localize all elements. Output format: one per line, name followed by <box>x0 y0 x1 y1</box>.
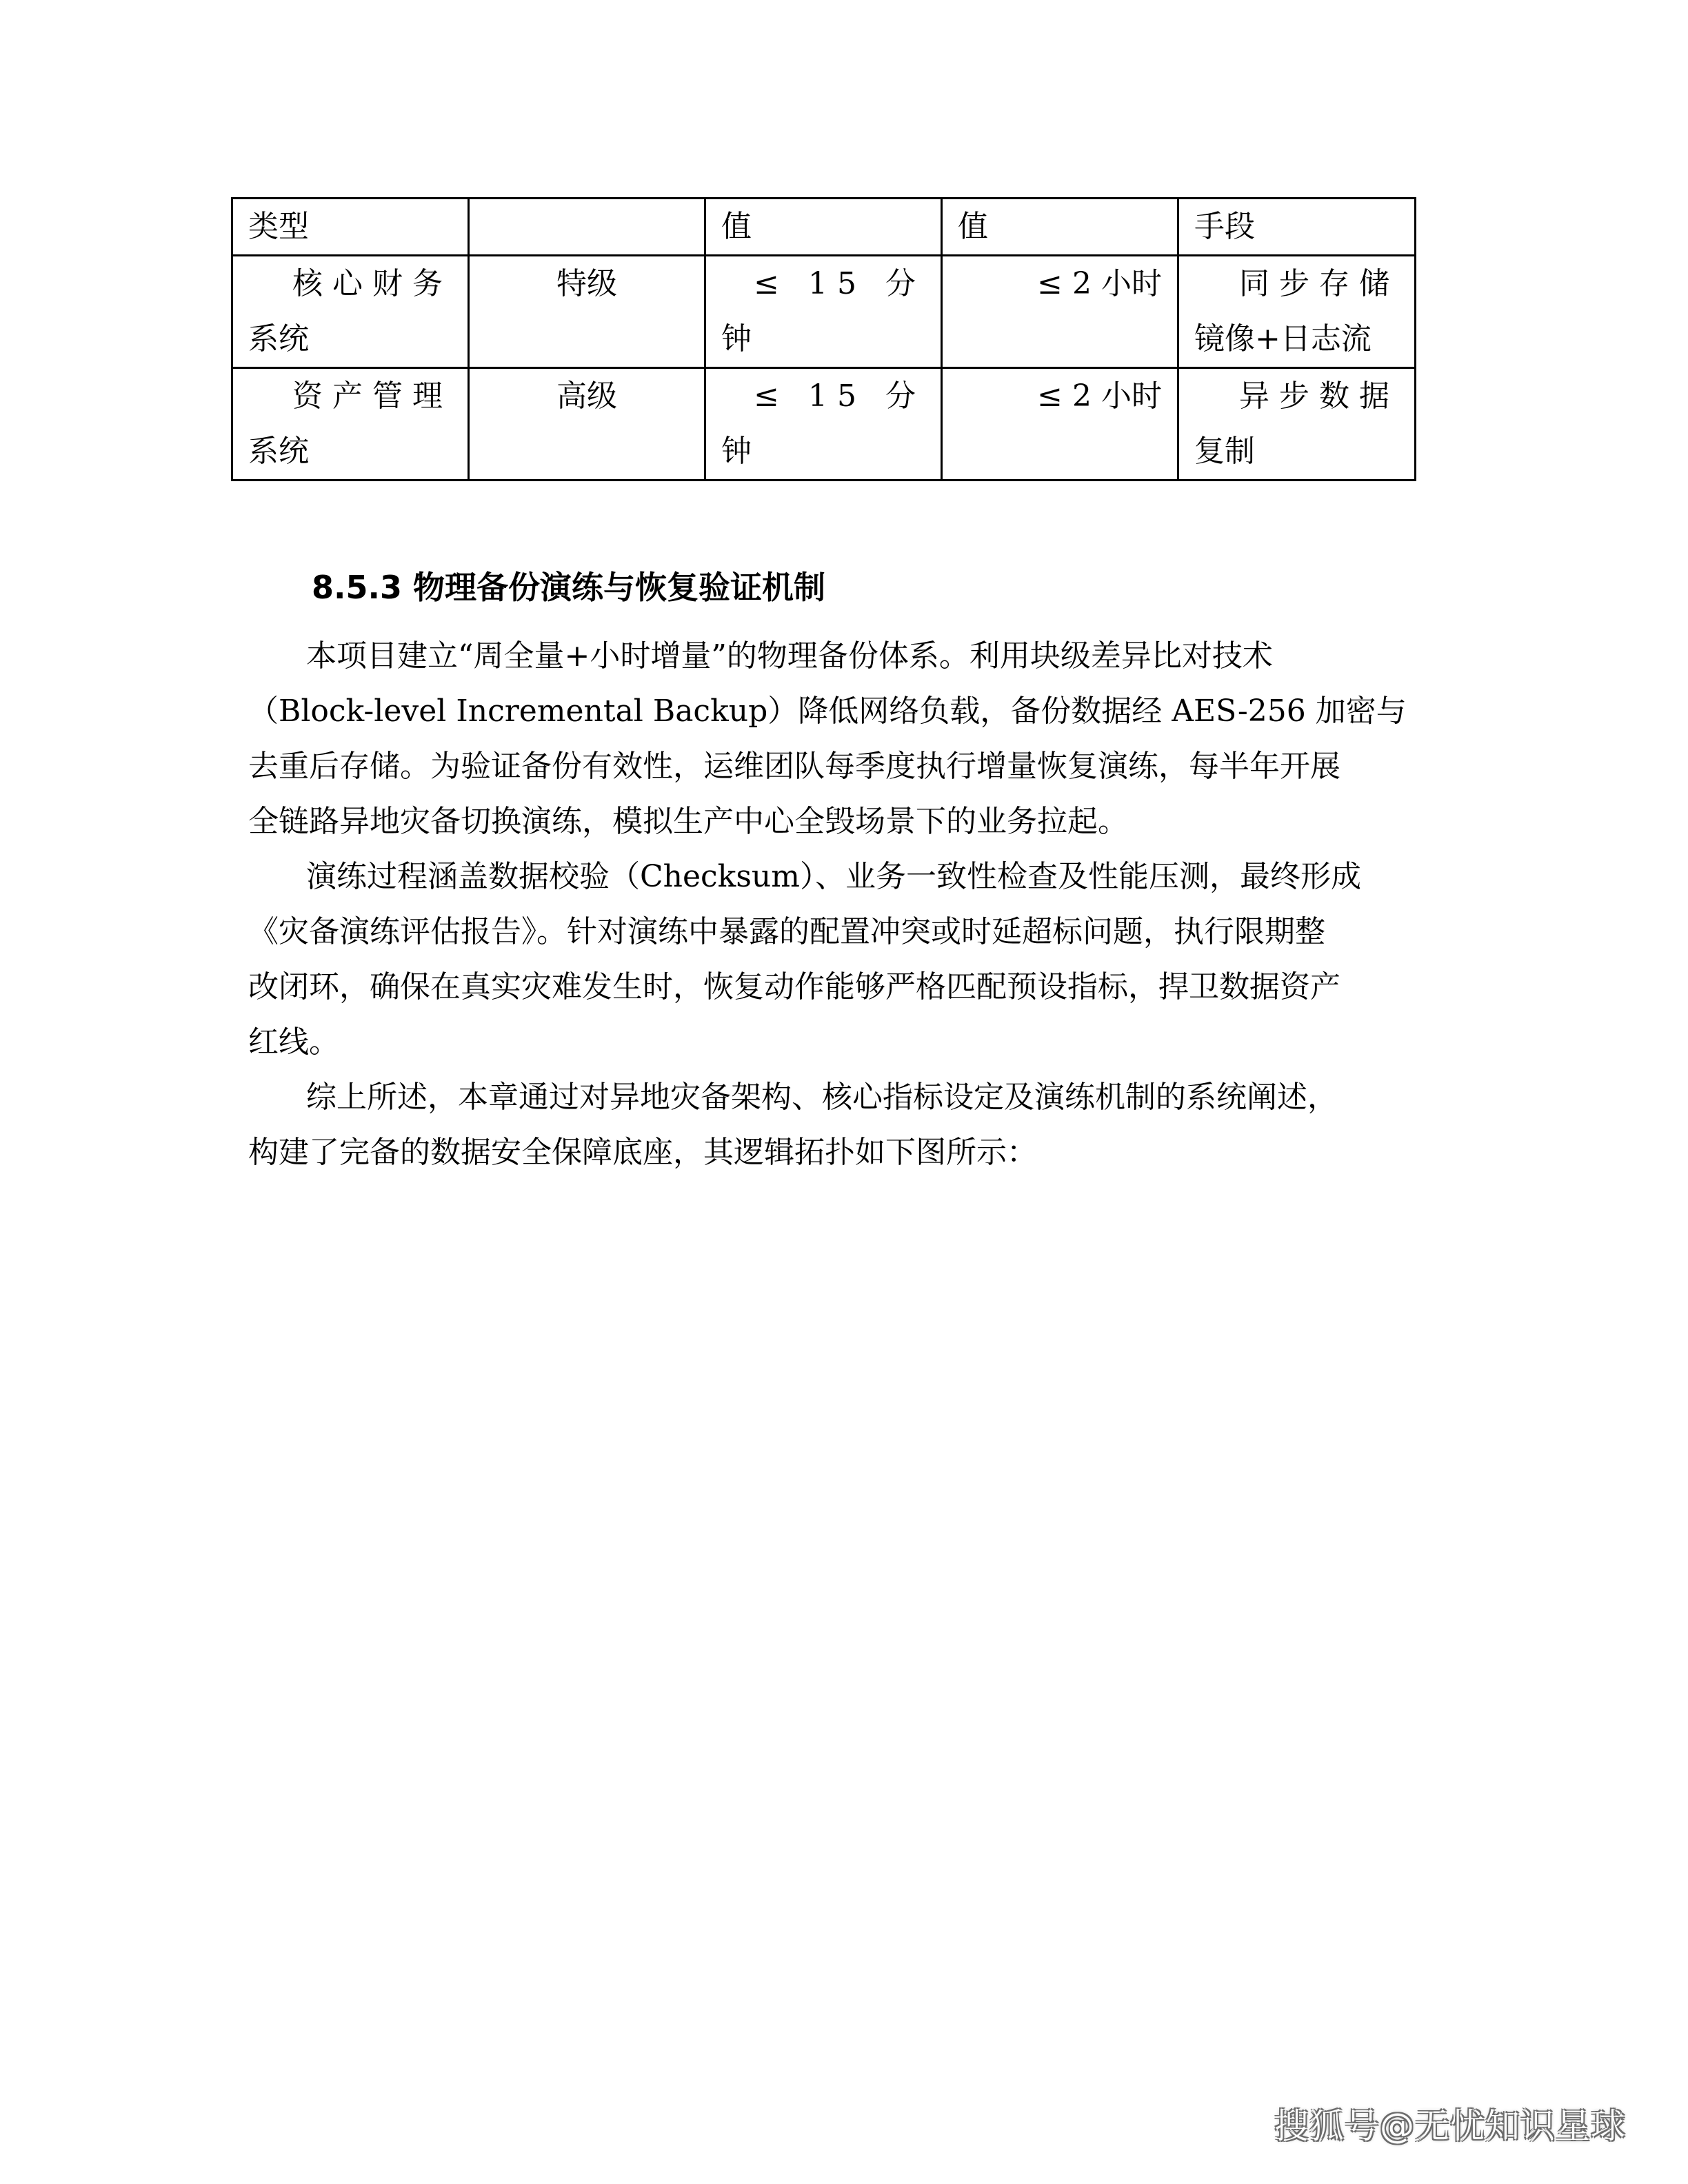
system-name-line-1: 资产管理 <box>292 378 452 414</box>
table-cell-rto <box>942 256 1178 368</box>
table-cell-system <box>232 256 469 368</box>
table-cell-level <box>469 368 705 481</box>
table-cell-method <box>1178 256 1416 368</box>
table-cell-rpo <box>705 368 942 481</box>
table-header-row <box>232 199 1416 256</box>
rpo-value-line-1: ≤ 15 分 <box>754 266 925 301</box>
rpo-value-line-1: ≤ 15 分 <box>754 378 925 414</box>
system-name-line-1: 核心财务 <box>292 266 452 301</box>
rpo-value-line-2: 钟 <box>721 321 752 356</box>
table-header-value-1-label: 值 <box>721 209 752 244</box>
section-heading: 8.5.3 物理备份演练与恢复验证机制 <box>312 569 825 606</box>
table-header-cell-value-1 <box>705 199 942 256</box>
table-cell-method <box>1178 368 1416 481</box>
paragraph-line: 综上所述，本章通过对异地灾备架构、核心指标设定及演练机制的系统阐述， <box>306 1080 1338 1115</box>
method-line-1: 同步存储 <box>1239 266 1399 301</box>
table-cell-rto <box>942 368 1178 481</box>
protection-level: 高级 <box>556 378 617 414</box>
rto-value: ≤ 2 小时 <box>1037 378 1162 414</box>
paragraph-line: 《灾备演练评估报告》。针对演练中暴露的配置冲突或时延超标问题，执行限期整 <box>248 914 1325 949</box>
method-line-2: 复制 <box>1194 434 1255 469</box>
paragraph-line: 改闭环，确保在真实灾难发生时，恢复动作能够严格匹配预设指标，捍卫数据资产 <box>248 969 1340 1004</box>
paragraph-drill-process <box>248 849 1429 1070</box>
method-line-1: 异步数据 <box>1239 378 1399 414</box>
table-header-value-2-label: 值 <box>958 209 988 244</box>
paragraph-line: 红线。 <box>248 1024 339 1060</box>
table-row <box>232 256 1416 368</box>
paragraph-line: （Block-level Incremental Backup）降低网络负载，备份数据经 AES-256 加密与 <box>248 694 1407 729</box>
table-header-cell-blank <box>469 199 705 256</box>
paragraph-line: 去重后存储。为验证备份有效性，运维团队每季度执行增量恢复演练，每半年开展 <box>248 749 1340 784</box>
disaster-recovery-table <box>231 197 1416 481</box>
table-header-type-label: 类型 <box>248 209 309 244</box>
table-header-cell-value-2 <box>942 199 1178 256</box>
paragraph-line: 本项目建立“周全量+小时增量”的物理备份体系。利用块级差异比对技术 <box>306 638 1273 674</box>
table-cell-rpo <box>705 256 942 368</box>
paragraph-line: 构建了完备的数据安全保障底座，其逻辑拓扑如下图所示： <box>248 1135 1037 1170</box>
table-row <box>232 368 1416 481</box>
method-line-2: 镜像+日志流 <box>1194 321 1372 356</box>
protection-level: 特级 <box>556 266 617 301</box>
rto-value: ≤ 2 小时 <box>1037 266 1162 301</box>
system-name-line-2: 系统 <box>248 321 309 356</box>
rpo-value-line-2: 钟 <box>721 434 752 469</box>
disaster-recovery-table-container <box>231 197 1416 481</box>
watermark: 搜狐号@无忧知识星球 <box>1274 2106 1626 2146</box>
table-header-method-label: 手段 <box>1194 209 1255 244</box>
table-cell-level <box>469 256 705 368</box>
paragraph-summary <box>248 1070 1429 1180</box>
paragraph-line: 演练过程涵盖数据校验（Checksum）、业务一致性检查及性能压测，最终形成 <box>306 859 1361 894</box>
table-cell-system <box>232 368 469 481</box>
paragraph-line: 全链路异地灾备切换演练，模拟生产中心全毁场景下的业务拉起。 <box>248 804 1128 839</box>
table-header-cell-type <box>232 199 469 256</box>
table-header-cell-method <box>1178 199 1416 256</box>
system-name-line-2: 系统 <box>248 434 309 469</box>
paragraph-backup-system <box>248 629 1429 849</box>
